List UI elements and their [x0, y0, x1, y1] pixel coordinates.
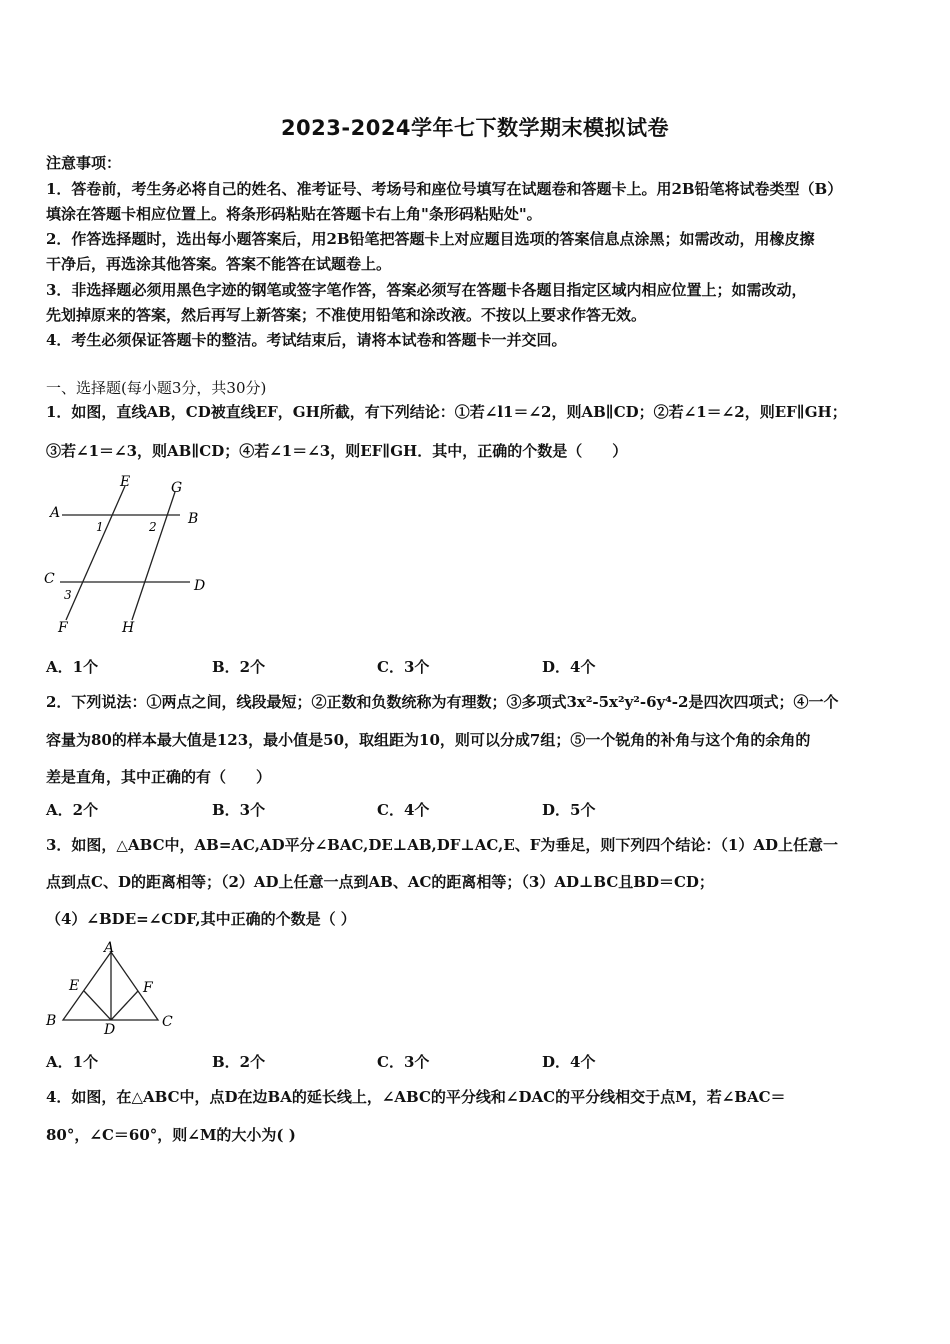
option-d[interactable]: D．4个 [542, 1053, 596, 1071]
question-1-figure [40, 472, 220, 640]
notice-line: 填涂在答题卡相应位置上。将条形码粘贴在答题卡右上角"条形码粘贴处"。 [46, 205, 542, 223]
question-2-text: 2．下列说法：①两点之间，线段最短；②正数和负数统称为有理数；③多项式3x²-5x²y²-6y⁴-2是四次四项式；④一个 [46, 693, 839, 711]
label-b: B [188, 511, 199, 527]
question-3-text: （4）∠BDE=∠CDF,其中正确的个数是（ ） [46, 910, 356, 928]
question-1-text: 1．如图，直线AB，CD被直线EF，GH所截，有下列结论：①若∠l1＝∠2，则AB∥CD；②若∠1＝∠2，则EF∥GH； [46, 403, 847, 421]
label-angle-2: 2 [149, 520, 157, 534]
label-e: E [69, 978, 80, 994]
notice-line: 4．考生必须保证答题卡的整洁。考试结束后，请将本试卷和答题卡一并交回。 [46, 331, 567, 349]
question-4-text: 4．如图，在△ABC中，点D在边BA的延长线上，∠ABC的平分线和∠DAC的平分线相交于点M，若∠BAC＝ [46, 1088, 786, 1106]
question-1-text: ③若∠1＝∠3，则AB∥CD；④若∠1＝∠3，则EF∥GH．其中，正确的个数是（ ） [46, 442, 628, 460]
notice-line: 2．作答选择题时，选出每小题答案后，用2B铅笔把答题卡上对应题目选项的答案信息点涂黑；如需改动，用橡皮擦 [46, 230, 815, 248]
page-title: 2023-2024学年七下数学期末模拟试卷 [280, 116, 670, 140]
question-3-text: 点到点C、D的距离相等；（2）AD上任意一点到AB、AC的距离相等；（3）AD⊥BC且BD＝CD； [46, 873, 714, 891]
option-d[interactable]: D．4个 [542, 658, 596, 676]
option-c[interactable]: C．3个 [377, 1053, 430, 1071]
line-ef [66, 486, 125, 620]
question-3-figure [40, 938, 190, 1036]
option-b[interactable]: B．2个 [212, 1053, 266, 1071]
label-c: C [44, 571, 55, 587]
segment-de [84, 991, 111, 1020]
option-a[interactable]: A．2个 [46, 801, 99, 819]
question-3-text: 3．如图，△ABC中，AB=AC,AD平分∠BAC,DE⊥AB,DF⊥AC,E、F为垂足，则下列四个结论：（1）AD上任意一 [46, 836, 838, 854]
label-d: D [104, 1022, 116, 1036]
option-c[interactable]: C．4个 [377, 801, 430, 819]
label-a: A [104, 940, 115, 956]
option-b[interactable]: B．2个 [212, 658, 266, 676]
label-angle-1: 1 [96, 520, 104, 534]
notice-line: 干净后，再选涂其他答案。答案不能答在试题卷上。 [46, 255, 392, 273]
notice-heading: 注意事项： [46, 154, 122, 172]
label-f: F [143, 980, 153, 996]
question-2-text: 差是直角，其中正确的有（ ） [46, 768, 272, 786]
label-g: G [171, 480, 183, 496]
notice-line: 3．非选择题必须用黑色字迹的钢笔或签字笔作答，答案必须写在答题卡各题目指定区域内相应位置上；如需改动， [46, 281, 807, 299]
label-f: F [58, 620, 68, 636]
option-a[interactable]: A．1个 [46, 658, 99, 676]
option-c[interactable]: C．3个 [377, 658, 430, 676]
label-h: H [122, 620, 135, 636]
label-d: D [194, 578, 206, 594]
question-4-text: 80°，∠C＝60°，则∠M的大小为( ) [46, 1126, 296, 1144]
notice-line: 先划掉原来的答案，然后再写上新答案；不准使用铅笔和涂改液。不按以上要求作答无效。 [46, 306, 647, 324]
question-2-text: 容量为80的样本最大值是123，最小值是50，取组距为10，则可以分成7组；⑤一个锐角的补角与这个角的余角的 [46, 731, 811, 749]
section-heading: 一、选择题(每小题3分，共30分) [46, 379, 267, 397]
label-c: C [162, 1014, 173, 1030]
segment-df [111, 991, 138, 1020]
label-e: E [120, 474, 131, 490]
option-b[interactable]: B．3个 [212, 801, 266, 819]
option-d[interactable]: D．5个 [542, 801, 596, 819]
option-a[interactable]: A．1个 [46, 1053, 99, 1071]
label-a: A [50, 505, 61, 521]
label-angle-3: 3 [64, 588, 72, 602]
line-gh [132, 492, 175, 620]
label-b: B [46, 1013, 57, 1029]
notice-line: 1．答卷前，考生务必将自己的姓名、准考证号、考场号和座位号填写在试题卷和答题卡上。用2B铅笔将试卷类型（B） [46, 180, 843, 198]
